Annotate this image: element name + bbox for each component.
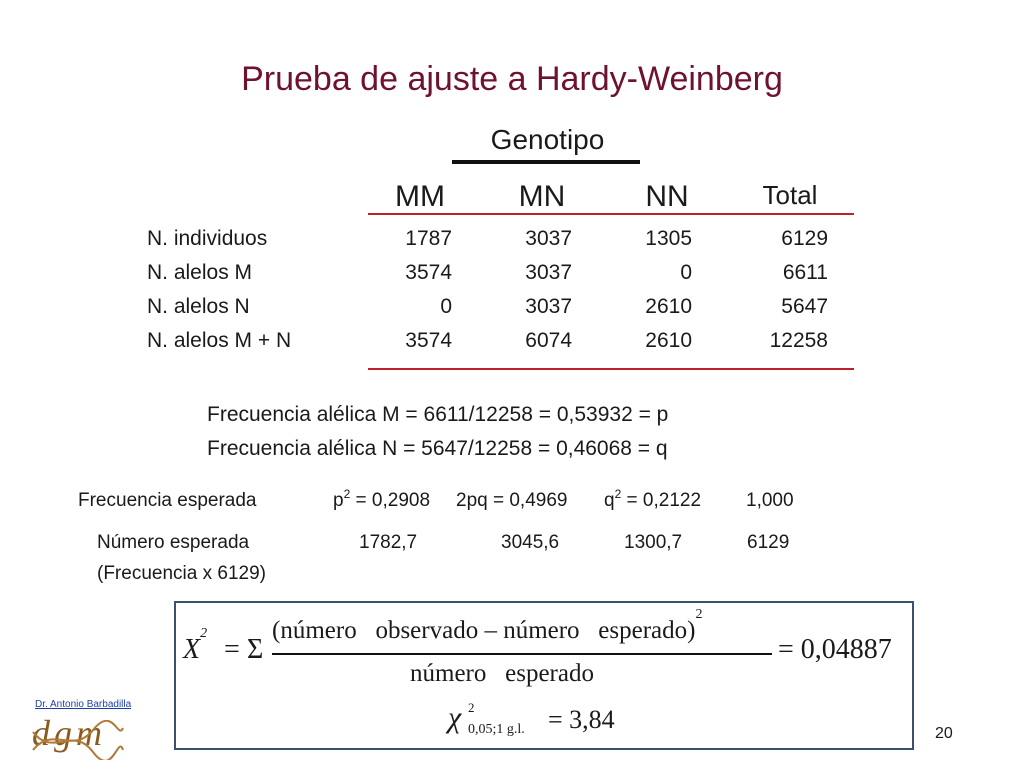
table-cell: 2610 (645, 295, 692, 318)
row-label-alleles-m: N. alelos M (147, 261, 253, 284)
column-header-mm: MM (395, 180, 445, 213)
table-cell: 3574 (405, 329, 452, 352)
expected-2pq: 2pq = 0,4969 (456, 490, 568, 511)
critical-value-sub: 0,05;1 g.l. (468, 722, 525, 737)
expected-frequency-label: Frecuencia esperada (78, 490, 257, 511)
table-cell: 12258 (769, 329, 828, 352)
table-cell: 6129 (781, 227, 828, 250)
table-cell: 3037 (525, 261, 572, 284)
table-cell: 0 (680, 261, 692, 284)
genotype-underline (452, 160, 640, 164)
expected-number-mn: 3045,6 (501, 532, 560, 553)
critical-value-symbol: χ (448, 701, 462, 734)
expected-number-total: 6129 (747, 532, 790, 553)
table-bottom-rule (368, 368, 854, 370)
table-cell: 1305 (645, 227, 692, 250)
dna-helix-icon (28, 720, 128, 760)
expected-number-mm: 1782,7 (359, 532, 418, 553)
slide-title: Prueba de ajuste a Hardy-Weinberg (241, 60, 783, 98)
expected-q2: $q^2 = 0,2122$ (604, 487, 702, 511)
row-label-alleles-mn: N. alelos M + N (147, 329, 292, 352)
equals-sign: = (224, 634, 240, 665)
expected-number-note: (Frecuencia x 6129) (97, 563, 266, 584)
table-cell: 6611 (782, 261, 828, 284)
dgm-logo: dgm (32, 713, 106, 753)
sigma-symbol: Σ (247, 634, 264, 665)
table-cell: 0 (440, 295, 452, 318)
chi-square-result: = 0,04887 (778, 634, 892, 665)
critical-value: = 3,84 (548, 705, 615, 734)
column-header-total: Total (762, 180, 818, 210)
author-link[interactable]: Dr. Antonio Barbadilla (35, 699, 132, 710)
column-header-mn: MN (518, 180, 566, 213)
table-cell: 3574 (405, 261, 452, 284)
row-label-individuals: N. individuos (147, 227, 268, 250)
critical-value-sup: 2 (468, 700, 475, 715)
expected-frequency-total: 1,000 (746, 490, 794, 511)
genotype-header: Genotipo (490, 124, 605, 155)
formula-numerator: (número observado – número esperado)$^2$ (272, 607, 703, 644)
table-cell: 5647 (781, 295, 828, 318)
fraction-bar (272, 653, 772, 655)
expected-p2: $p^2 = 0,2908$ (333, 487, 431, 511)
page-number: 20 (935, 725, 953, 742)
table-cell: 3037 (525, 295, 572, 318)
allele-frequency-n: Frecuencia alélica N = 5647/12258 = 0,46068 = q (207, 437, 668, 460)
expected-number-nn: 1300,7 (624, 532, 683, 553)
column-header-nn: NN (645, 180, 689, 213)
formula-denominator: número esperado (410, 660, 594, 687)
allele-frequency-m: Frecuencia alélica M = 6611/12258 = 0,53932 = p (207, 403, 669, 426)
chi-square-lhs: $X^2$ (183, 626, 208, 665)
expected-number-label: Número esperada (97, 532, 250, 553)
table-cell: 2610 (645, 329, 692, 352)
row-label-alleles-n: N. alelos N (147, 295, 250, 318)
table-cell: 1787 (405, 227, 452, 250)
table-cell: 3037 (525, 227, 572, 250)
table-cell: 6074 (525, 329, 572, 352)
table-top-rule (368, 213, 854, 215)
